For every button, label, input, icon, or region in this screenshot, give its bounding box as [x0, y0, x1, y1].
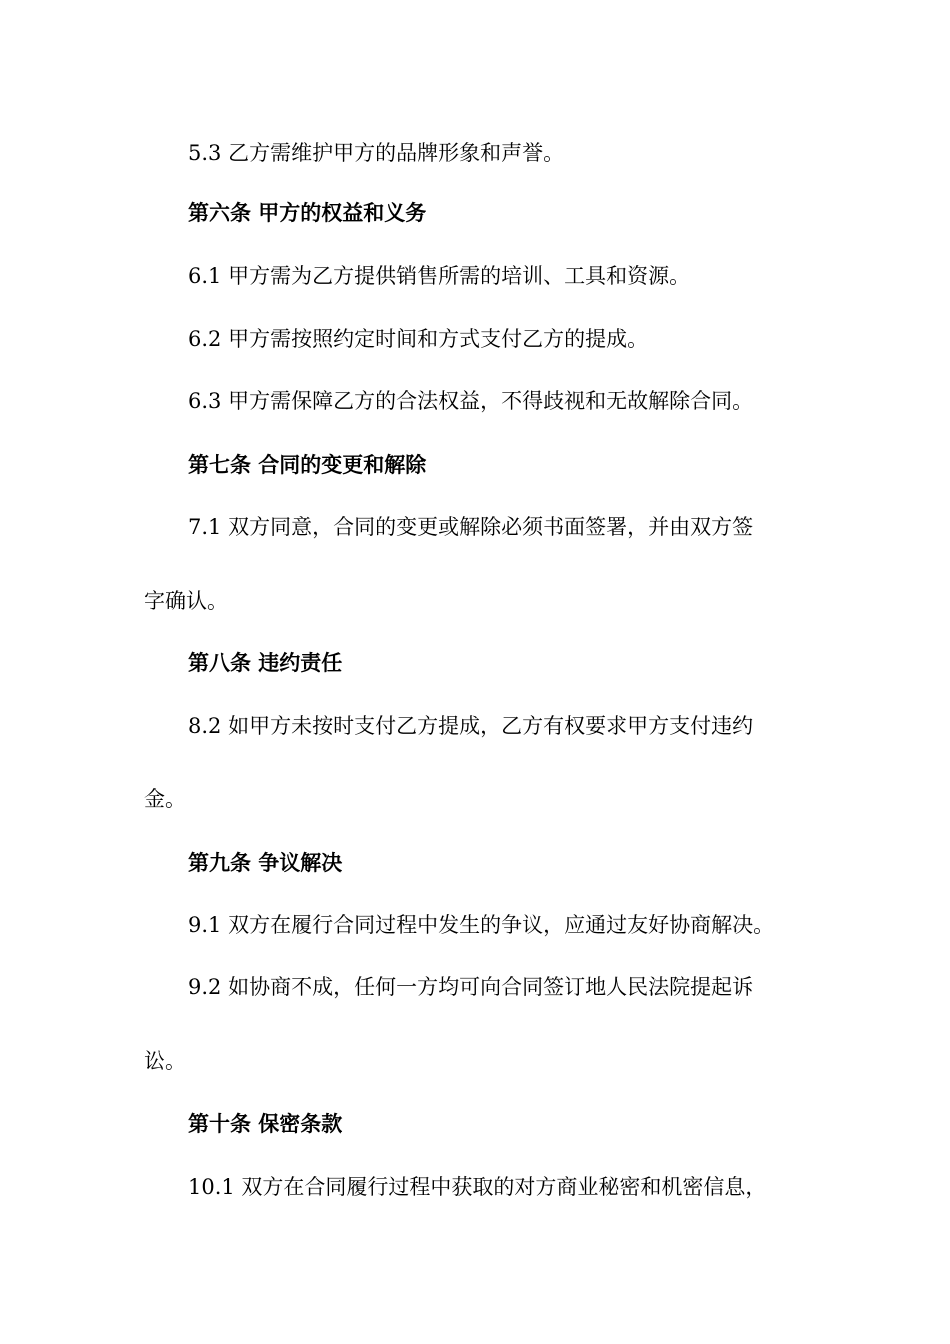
clause-9-2-continuation: 讼。: [144, 1049, 186, 1073]
clause-6-1: 6.1 甲方需为乙方提供销售所需的培训、工具和资源。: [188, 264, 691, 288]
clause-7-1: 7.1 双方同意，合同的变更或解除必须书面签署，并由双方签: [188, 515, 754, 539]
clause-9-2: 9.2 如协商不成，任何一方均可向合同签订地人民法院提起诉: [188, 975, 754, 999]
clause-10-1: 10.1 双方在合同履行过程中获取的对方商业秘密和机密信息，: [188, 1175, 767, 1199]
clause-9-1: 9.1 双方在履行合同过程中发生的争议，应通过友好协商解决。: [188, 913, 775, 937]
clause-6-2: 6.2 甲方需按照约定时间和方式支付乙方的提成。: [188, 327, 649, 351]
article-9-heading: 第九条 争议解决: [188, 850, 343, 875]
article-6-heading: 第六条 甲方的权益和义务: [188, 200, 427, 225]
article-7-heading: 第七条 合同的变更和解除: [188, 452, 427, 477]
clause-5-3: 5.3 乙方需维护甲方的品牌形象和声誉。: [188, 141, 565, 165]
clause-8-2-continuation: 金。: [144, 787, 186, 811]
article-8-heading: 第八条 违约责任: [188, 650, 343, 675]
article-10-heading: 第十条 保密条款: [188, 1111, 343, 1136]
clause-8-2: 8.2 如甲方未按时支付乙方提成，乙方有权要求甲方支付违约: [188, 714, 754, 738]
clause-7-1-continuation: 字确认。: [144, 589, 228, 613]
clause-6-3: 6.3 甲方需保障乙方的合法权益，不得歧视和无故解除合同。: [188, 389, 754, 413]
